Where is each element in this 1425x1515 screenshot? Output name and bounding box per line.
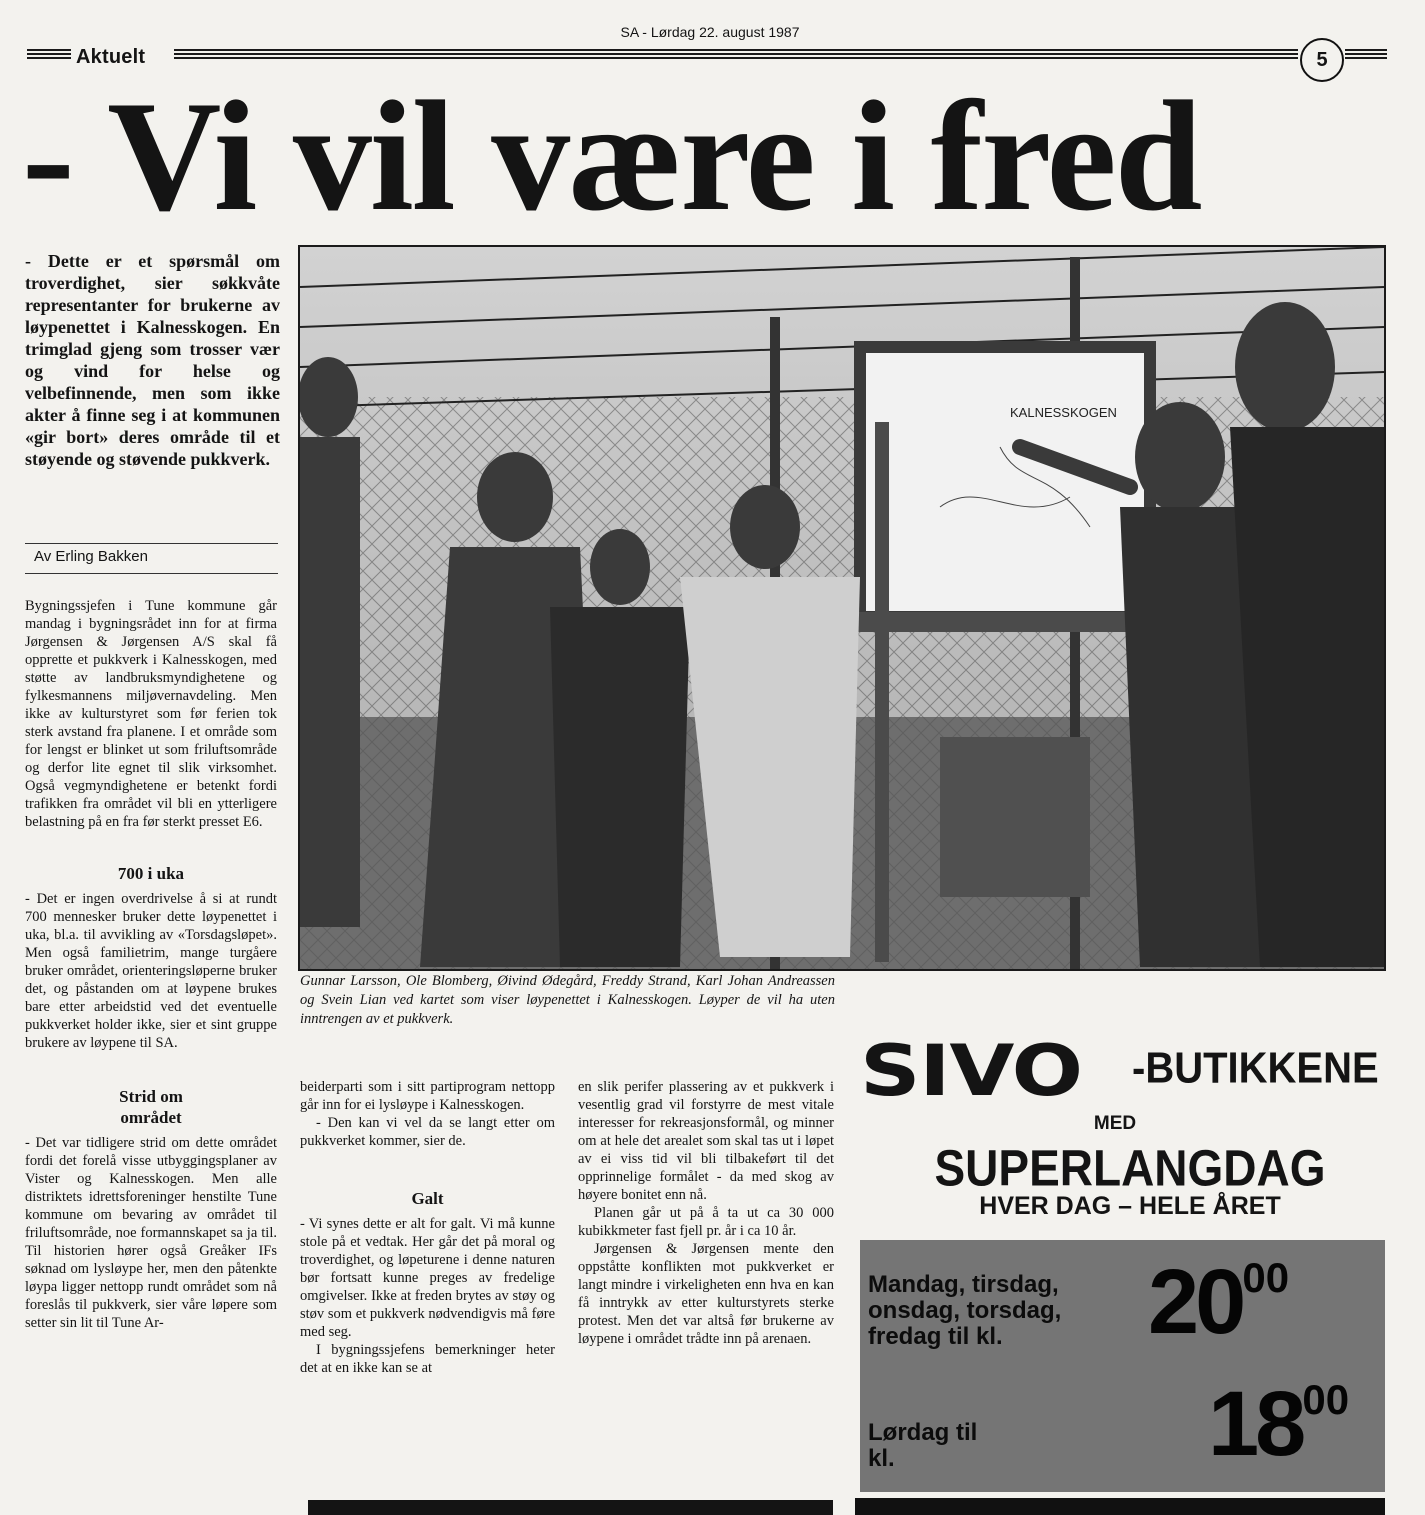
lead-paragraph: - Dette er et spørsmål om troverdighet, sier søkkvåte representanter for brukerne av løypenettet i Kalnesskogen. En trimglad gjeng som trosser vær og vind for helse og velbefinnende, men som ikke akter å finne seg i at kommunen «gir bort» deres område til et støyende og støvende pukkverk. xyxy=(25,251,280,469)
ad-title: SUPERLANGDAG xyxy=(934,1139,1326,1197)
column-1 xyxy=(25,597,277,1332)
col2-paragraph-2: - Den kan vi vel da se langt etter om pukkverket kommer, sier de. xyxy=(300,1115,555,1149)
ad-med: MED xyxy=(1093,1113,1137,1134)
header-rule-mid xyxy=(174,49,1298,60)
col2-paragraph-3: - Vi synes dette er alt for galt. Vi må kunne stole på et vedtak. Her går det på moral og troverdighet, og løpeturene i denne naturen bør fortsatt kunne preges av fredelige omgivelser. Ikke at freden brytes av støy og støv som et pukkverk nødvendigvis må føre med seg. xyxy=(300,1216,555,1340)
ad-subtitle: HVER DAG – HELE ÅRET xyxy=(979,1192,1281,1220)
ad-weekday-price xyxy=(1148,1250,1289,1355)
headline: - Vi vil være i fred xyxy=(22,69,1201,244)
col3-paragraph-2: Planen går ut på å ta ut ca 30 000 kubikkmeter fast fjell pr. år i ca 10 år. xyxy=(578,1205,834,1239)
ad-weekday-label: Mandag, tirsdag, onsdag, torsdag, fredag til kl. xyxy=(868,1271,1062,1350)
next-article-strip xyxy=(308,1500,833,1515)
subhead-galt: Galt xyxy=(411,1189,444,1208)
byline-rule-top xyxy=(25,543,278,544)
byline: Av Erling Bakken xyxy=(34,548,148,565)
column-2 xyxy=(300,1078,555,1377)
col3-paragraph-1: en slik perifer plassering av et pukkverk i vesentlig grad vil forstyrre de mest vitale interesser for rekreasjonsformål, og minner om at hele det arealet som skal tas ut i løpet av ei viss tid vil bli tilbakeført til det opprinnelige formålet - da med skog av høyere bonitet enn nå. xyxy=(578,1079,834,1203)
col3-paragraph-3: Jørgensen & Jørgensen mente den oppståtte konflikten mot pukkverket er langt mindre i virkeligheten enn hva en kan få inntrykk av etter kulturstyrets sterke protest. Men det var altså før brukerne av løypene i området trådte inn på arenaen. xyxy=(578,1241,834,1347)
ad-weekday-min: 00 xyxy=(1242,1254,1290,1301)
col1-paragraph-3: - Det var tidligere strid om dette området fordi det forelå visse utbyggingsplaner av Vister og Kalnesskogen. Men alle distriktets idrettsforeninger henstilte Tune kommune om bevaring av området til friluftsområde, noe formannskapet sa ja til. Til historien hører også Greåker IFs søknad om lysløype her, men den påtenkte løypa ligger nettopp rundt området som nå foreslås til pukkverk, sier våre løpere som setter sin lit til Tune Ar- xyxy=(25,1135,277,1331)
ad-weekday-hour: 20 xyxy=(1148,1251,1243,1353)
ad-bottom-band xyxy=(855,1498,1385,1515)
dateline: SA - Lørdag 22. august 1987 xyxy=(620,24,800,40)
ad-suffix: -BUTIKKENE xyxy=(1132,1044,1379,1093)
header-rule-right xyxy=(1345,49,1387,60)
news-photo xyxy=(298,245,1386,971)
section-label: Aktuelt xyxy=(76,46,146,68)
page-number: 5 xyxy=(1300,38,1344,82)
ad-saturday-label: Lørdag til kl. xyxy=(868,1419,978,1472)
column-3 xyxy=(578,1078,834,1348)
col1-paragraph-1: Bygningssjefen i Tune kommune går mandag i bygningsrådet inn for at firma Jørgensen & Jørgensen A/S skal få opprette et pukkverk i Kalnesskogen, med støtte av landbruksmyndighetene og fylkesmannens miljøvernavdeling. Men ikke av kulturstyret som før ferien tok sterk avstand fra planene. I et område som for lengst er blinket ut som friluftsområde og derfor lite egnet til slik virksomhet. Også vegmyndighetene er betenkt fordi trafikken fra området vil bli en ytterligere belastning på en fra før sterkt presset E6. xyxy=(25,598,277,830)
subhead-strid: Strid om området xyxy=(119,1087,183,1127)
ad-saturday-price xyxy=(1208,1372,1349,1477)
photo-sign-text: KALNESSKOGEN xyxy=(1010,405,1117,420)
col1-paragraph-2: - Det er ingen overdrivelse å si at rundt 700 mennesker bruker dette løypenettet i uka, bl.a. til avvikling av «Torsdagsløpet». Men også familietrim, mange turgåere bruker området, orienteringsløperne bruker det, og påstanden om at løypene brukes bare etter arbeidstid ved det eventuelle pukkverket holder ikke, sier et sint gruppe brukere av løypene til SA. xyxy=(25,891,277,1051)
subhead-700: 700 i uka xyxy=(117,864,185,883)
col2-paragraph-4: I bygningssjefens bemerkninger heter det at en ikke kan se at xyxy=(300,1342,555,1376)
photo-caption: Gunnar Larsson, Ole Blomberg, Øivind Ødegård, Freddy Strand, Karl Johan Andreassen og Svein Lian ved kartet som viser løypenettet i Kalnesskogen. Løyper de vil ha uten inntrengen av et pukkverk. xyxy=(300,973,835,1027)
ad-brand-logo: SIVO xyxy=(860,1030,1082,1112)
ad-saturday-min: 00 xyxy=(1302,1376,1350,1423)
header-rule-left xyxy=(27,49,71,60)
col2-paragraph-1: beiderparti som i sitt partiprogram nettopp går inn for ei lysløype i Kalnesskogen. xyxy=(300,1079,555,1113)
photo-illustration xyxy=(300,247,1384,969)
ad-saturday-hour: 18 xyxy=(1208,1373,1303,1475)
byline-rule-bottom xyxy=(25,573,278,574)
